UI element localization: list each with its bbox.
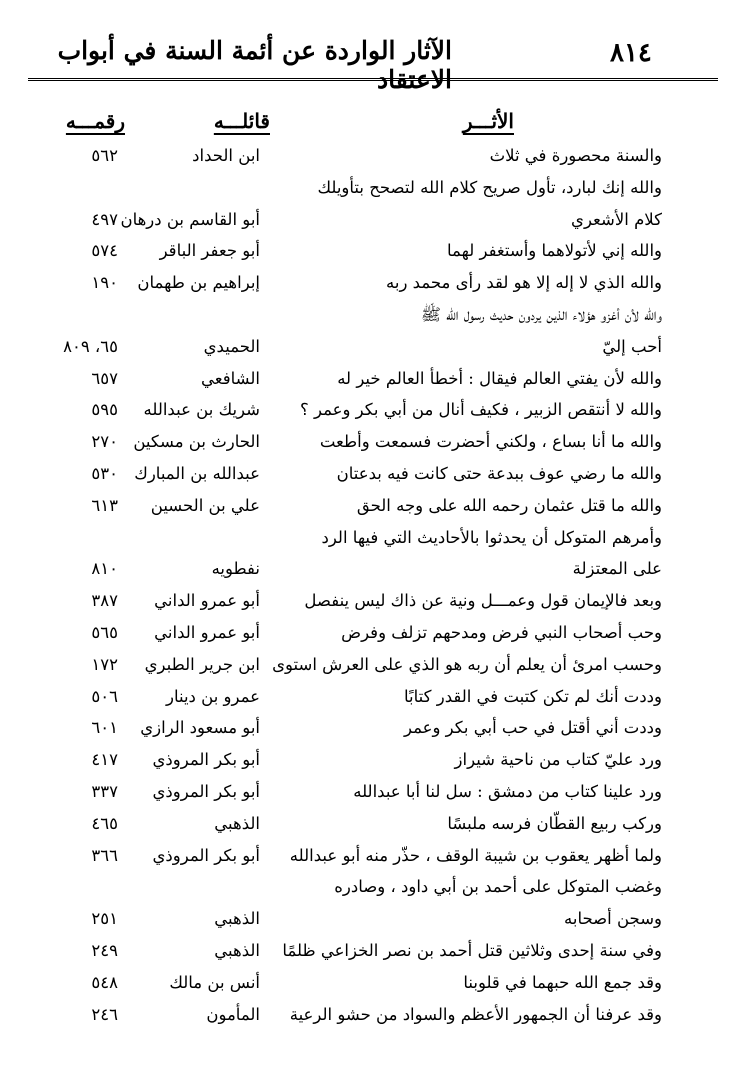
index-table <box>0 141 744 1031</box>
athar-cell: والله الذي لا إله إلا هو لقد رأى محمد ربه <box>386 273 662 293</box>
athar-cell: والله لأن يفتي العالم فيقال : أخطأ العالم خير له <box>337 368 662 388</box>
raqm-cell: ٣٦٦ <box>91 845 118 865</box>
table-row <box>0 841 744 873</box>
athar-cell: ولما أظهر يعقوب بن شيبة الوقف ، حذّر منه أبو عبدالله <box>289 845 662 865</box>
table-row <box>0 904 744 936</box>
table-row <box>0 682 744 714</box>
table-row <box>0 205 744 237</box>
table-row <box>0 713 744 745</box>
athar-cell: وحسب امرئ أن يعلم أن ربه هو الذي على العرش استوى <box>272 654 662 674</box>
athar-cell: والله ما أنا بساع ، ولكني أحضرت فسمعت وأطعت <box>319 432 662 452</box>
page-header <box>0 30 744 94</box>
athar-cell: وأمرهم المتوكل أن يحدثوا بالأحاديث التي فيها الرد <box>321 527 662 547</box>
athar-cell: وبعد فالإيمان قول وعمـــل ونية عن ذاك ليس ينفصل <box>304 591 662 611</box>
qail-cell: الذهبي <box>214 813 260 833</box>
athar-cell: وحب أصحاب النبي فرض ومدحهم تزلف وفرض <box>341 622 662 642</box>
raqm-cell: ٦٥٧ <box>91 368 118 388</box>
athar-cell: وركب ربيع القطّان فرسه ملبسًا <box>447 813 662 833</box>
qail-cell: أبو عمرو الداني <box>154 622 260 642</box>
raqm-cell: ٦٥، ٨٠٩ <box>63 336 118 356</box>
table-row <box>0 395 744 427</box>
qail-cell: إبراهيم بن طهمان <box>137 273 260 293</box>
raqm-cell: ١٩٠ <box>91 273 118 293</box>
qail-cell: علي بن الحسين <box>150 495 260 515</box>
athar-cell: وددت أني أقتل في حب أبي بكر وعمر <box>403 718 662 738</box>
qail-cell: أبو بكر المروذي <box>152 781 260 801</box>
table-row <box>0 268 744 300</box>
table-row <box>0 809 744 841</box>
athar-cell: وقد عرفنا أن الجمهور الأعظم والسواد من حشو الرعية <box>289 1004 662 1024</box>
table-row <box>0 618 744 650</box>
athar-cell: كلام الأشعري <box>571 209 662 229</box>
qail-cell: عمرو بن دينار <box>165 686 260 706</box>
table-row <box>0 554 744 586</box>
header-rule <box>28 78 718 81</box>
raqm-cell: ٢٥١ <box>91 909 118 929</box>
qail-cell: الحارث بن مسكين <box>133 432 260 452</box>
athar-cell: ورد علينا كتاب من دمشق : سل لنا أبا عبدالله <box>353 781 662 801</box>
table-row <box>0 236 744 268</box>
qail-cell: أبو مسعود الرازي <box>140 718 260 738</box>
raqm-cell: ٤٦٥ <box>91 813 118 833</box>
raqm-cell: ٢٤٦ <box>91 1004 118 1024</box>
raqm-cell: ٣٣٧ <box>91 781 118 801</box>
table-row <box>0 523 744 555</box>
raqm-cell: ٥٦٥ <box>91 622 118 642</box>
raqm-cell: ٤١٧ <box>91 750 118 770</box>
athar-cell: والسنة محصورة في ثلاث <box>489 146 662 165</box>
raqm-cell: ٢٤٩ <box>91 940 118 960</box>
raqm-cell: ٥٧٤ <box>91 241 118 261</box>
table-row <box>0 936 744 968</box>
table-row <box>0 141 744 173</box>
raqm-cell: ٢٧٠ <box>91 432 118 452</box>
athar-cell: وغضب المتوكل على أحمد بن أبي داود ، وصادره <box>334 877 662 897</box>
table-row <box>0 459 744 491</box>
table-row <box>0 491 744 523</box>
qail-cell: المأمون <box>206 1004 260 1024</box>
athar-cell: على المعتزلة <box>572 559 662 579</box>
qail-cell: شريك بن عبدالله <box>143 400 260 420</box>
athar-cell: والله ما قتل عثمان رحمه الله على وجه الحق <box>356 495 662 515</box>
athar-cell: ورد عليّ كتاب من ناحية شيراز <box>454 750 662 770</box>
athar-cell: وددت أنك لم تكن كتبت في القدر كتابًا <box>404 686 662 706</box>
raqm-cell: ٨١٠ <box>91 559 118 579</box>
raqm-cell: ٣٨٧ <box>91 591 118 611</box>
raqm-cell: ٦٠١ <box>91 718 118 738</box>
table-row <box>0 427 744 459</box>
table-row <box>0 300 744 332</box>
athar-cell: وسجن أصحابه <box>564 909 662 929</box>
qail-cell: أبو بكر المروذي <box>152 845 260 865</box>
athar-cell: والله إنك لبارد، تأول صريح كلام الله لتصحح بتأويلك <box>317 177 662 197</box>
qail-cell: أبو بكر المروذي <box>152 750 260 770</box>
table-row <box>0 332 744 364</box>
qail-cell: الشافعي <box>201 368 260 388</box>
qail-cell: الحميدي <box>203 336 260 356</box>
athar-cell: والله ما رضي عوف ببدعة حتى كانت فيه بدعتان <box>336 463 662 483</box>
qail-cell: أبو القاسم بن درهان <box>120 209 260 229</box>
athar-cell: وقد جمع الله حبهما في قلوبنا <box>463 972 662 992</box>
raqm-cell: ٥٦٢ <box>91 146 118 165</box>
qail-cell: ابن جرير الطبري <box>144 654 260 674</box>
table-row <box>0 1000 744 1032</box>
table-row <box>0 173 744 205</box>
raqm-cell: ٥٣٠ <box>91 463 118 483</box>
raqm-cell: ٥٤٨ <box>91 972 118 992</box>
qail-cell: نفطويه <box>211 559 260 579</box>
athar-cell: والله لا أنتقص الزبير ، فكيف أنال من أبي بكر وعمر ؟ <box>299 400 662 420</box>
raqm-cell: ١٧٢ <box>91 654 118 674</box>
athar-cell: وفي سنة إحدى وثلاثين قتل أحمد بن نصر الخزاعي ظلمًا <box>282 940 662 960</box>
qail-cell: أبو عمرو الداني <box>154 591 260 611</box>
column-header-raqm: رقمـــه <box>65 109 125 133</box>
running-title: الآثار الواردة عن أئمة السنة في أبواب الاعتقاد <box>57 36 452 94</box>
raqm-cell: ٥٠٦ <box>91 686 118 706</box>
table-row <box>0 650 744 682</box>
table-row <box>0 777 744 809</box>
athar-cell: والله لأن أغزو هؤلاء الذين يردون حديث رسول الله ﷺ <box>420 304 662 324</box>
table-row <box>0 745 744 777</box>
column-header-athar: الأثـــر <box>462 109 514 133</box>
column-header-qail: قائلـــه <box>213 109 270 133</box>
raqm-cell: ٤٩٧ <box>91 209 118 229</box>
page-number: ٨١٤ <box>610 38 652 68</box>
table-row <box>0 586 744 618</box>
qail-cell: الذهبي <box>214 940 260 960</box>
qail-cell: أبو جعفر الباقر <box>159 241 260 261</box>
athar-cell: أحب إليّ <box>602 336 662 356</box>
raqm-cell: ٥٩٥ <box>91 400 118 420</box>
table-row <box>0 364 744 396</box>
qail-cell: أنس بن مالك <box>169 972 260 992</box>
table-row <box>0 968 744 1000</box>
athar-cell: والله إني لأتولاهما وأستغفر لهما <box>447 241 662 261</box>
raqm-cell: ٦١٣ <box>91 495 118 515</box>
qail-cell: ابن الحداد <box>192 146 260 165</box>
qail-cell: عبدالله بن المبارك <box>134 463 260 483</box>
qail-cell: الذهبي <box>214 909 260 929</box>
table-row <box>0 872 744 904</box>
